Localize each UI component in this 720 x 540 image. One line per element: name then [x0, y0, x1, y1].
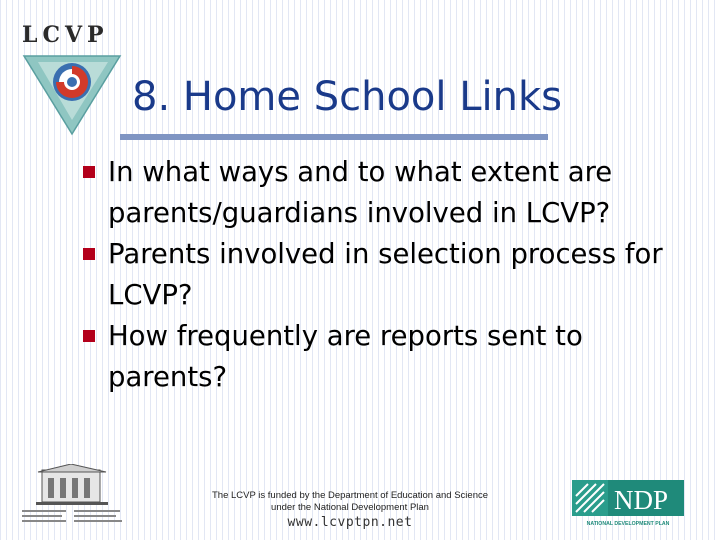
square-bullet-icon	[83, 248, 95, 260]
bullet-text: Parents involved in selection process for LCVP?	[108, 238, 663, 311]
ndp-logo	[572, 478, 690, 528]
building-crest-icon	[16, 464, 128, 524]
bullet-item	[80, 152, 710, 234]
square-bullet-icon	[83, 166, 95, 178]
slide-title: 8. Home School Links	[132, 74, 562, 120]
bullet-list	[80, 152, 710, 398]
lcvp-logo-text: LCVP	[22, 22, 109, 48]
bullet-item	[80, 234, 710, 316]
bullet-item	[80, 316, 710, 398]
ndp-logo-subtext: NATIONAL DEVELOPMENT PLAN	[586, 521, 670, 527]
footer-url[interactable]: www.lcvptpn.net	[287, 515, 413, 530]
ndp-logo-text: NDP	[614, 485, 669, 515]
footer-funding-line: The LCVP is funded by the Department of Education and Science	[211, 490, 489, 501]
title-underline	[120, 134, 548, 140]
square-bullet-icon	[83, 330, 95, 342]
footer	[190, 490, 510, 530]
footer-plan-line: under the National Development Plan	[271, 502, 429, 513]
bullet-text: In what ways and to what extent are parents/guardians involved in LCVP?	[108, 156, 613, 229]
bullet-text: How frequently are reports sent to parents?	[108, 320, 583, 393]
swirl-triangle-icon	[20, 50, 130, 140]
